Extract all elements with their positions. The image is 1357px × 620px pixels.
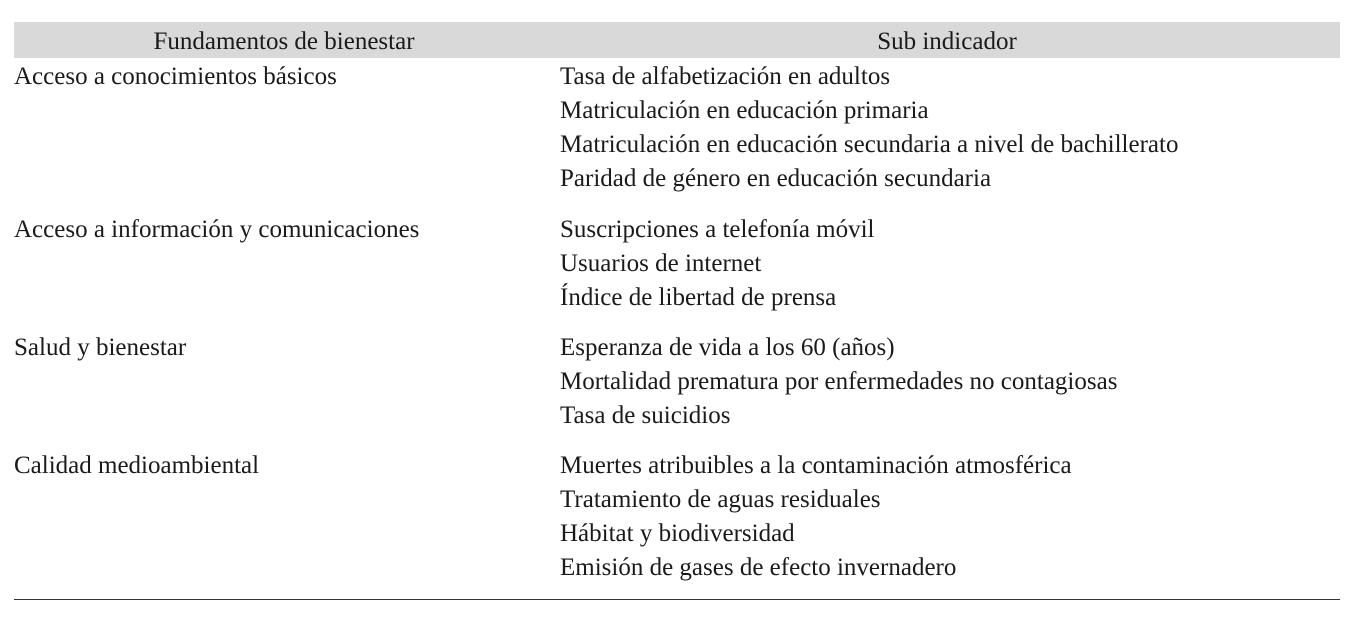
sub-indicator: Esperanza de vida a los 60 (años) <box>560 334 895 361</box>
header-fundamentos: Fundamentos de bienestar <box>153 28 415 55</box>
wellbeing-indicators-table <box>14 22 1340 585</box>
sub-indicator-list <box>560 213 875 315</box>
sub-indicator: Usuarios de internet <box>560 250 762 277</box>
sub-indicator: Muertes atribuibles a la contaminación atmosférica <box>560 452 1072 479</box>
sub-indicator: Mortalidad prematura por enfermedades no contagiosas <box>560 368 1118 395</box>
sub-indicator: Paridad de género en educación secundaria <box>560 165 992 192</box>
sub-indicator: Matriculación en educación primaria <box>560 97 929 124</box>
table-bottom-rule <box>14 599 1340 600</box>
sub-indicator: Tasa de suicidios <box>560 402 731 429</box>
sub-indicator: Hábitat y biodiversidad <box>560 520 795 547</box>
sub-indicator: Tasa de alfabetización en adultos <box>560 63 891 90</box>
table-row-group <box>14 213 1340 315</box>
fundamento-label: Acceso a conocimientos básicos <box>14 63 337 90</box>
table-row-group <box>14 331 1340 433</box>
table-row-group <box>14 449 1340 585</box>
sub-indicator: Emisión de gases de efecto invernadero <box>560 554 957 581</box>
sub-indicator: Suscripciones a telefonía móvil <box>560 216 875 243</box>
sub-indicator: Índice de libertad de prensa <box>560 284 837 311</box>
fundamento-label: Calidad medioambiental <box>14 452 260 479</box>
table-header <box>14 22 1340 58</box>
header-sub-indicador: Sub indicador <box>877 28 1017 55</box>
sub-indicator: Tratamiento de aguas residuales <box>560 486 881 513</box>
fundamento-label: Acceso a información y comunicaciones <box>14 216 420 243</box>
fundamento-label: Salud y bienestar <box>14 334 187 361</box>
sub-indicator-list <box>560 60 1178 196</box>
sub-indicator-list <box>560 331 1117 433</box>
sub-indicator: Matriculación en educación secundaria a nivel de bachillerato <box>560 131 1179 158</box>
table-row-group <box>14 60 1340 196</box>
sub-indicator-list <box>560 449 1072 585</box>
